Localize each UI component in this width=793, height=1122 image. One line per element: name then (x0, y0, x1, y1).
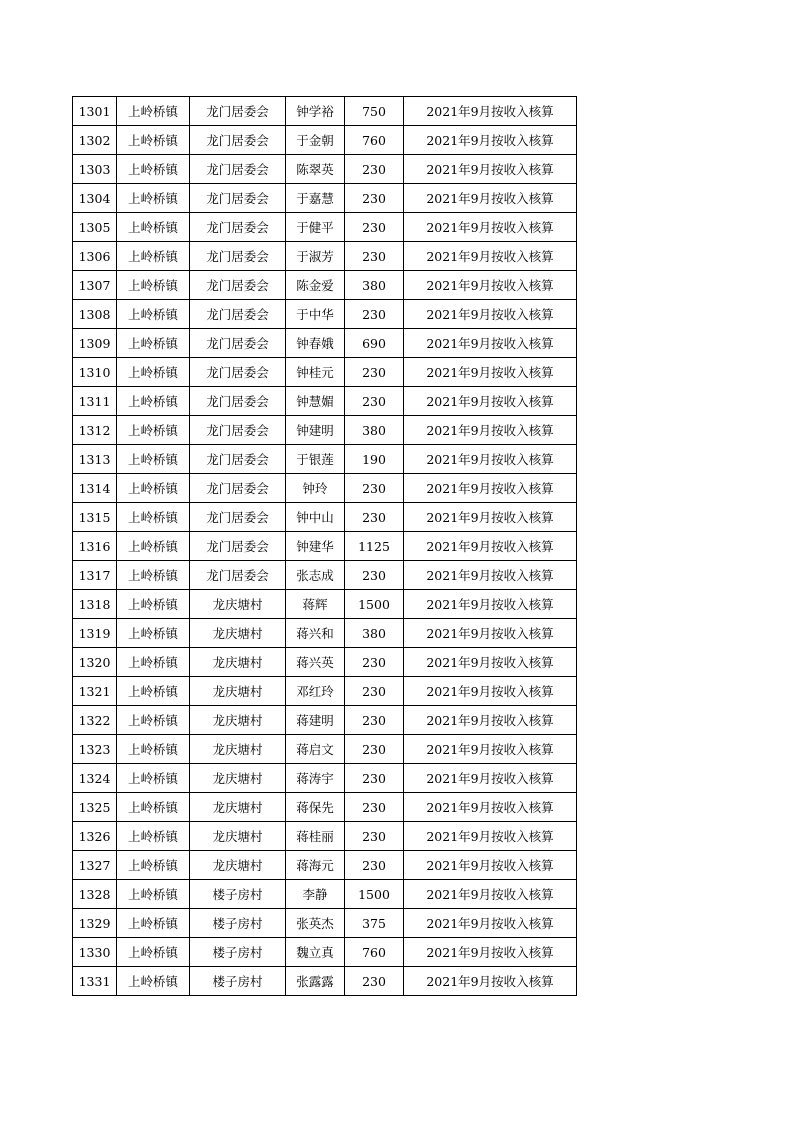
town-cell: 上岭桥镇 (117, 677, 190, 706)
amount-cell: 230 (345, 474, 404, 503)
note-cell: 2021年9月按收入核算 (404, 967, 577, 996)
note-cell: 2021年9月按收入核算 (404, 97, 577, 126)
note-cell: 2021年9月按收入核算 (404, 445, 577, 474)
village-cell: 龙门居委会 (190, 532, 286, 561)
village-cell: 龙门居委会 (190, 503, 286, 532)
town-cell: 上岭桥镇 (117, 706, 190, 735)
person-name-cell: 钟建华 (286, 532, 345, 561)
person-name-cell: 蒋海元 (286, 851, 345, 880)
village-cell: 龙门居委会 (190, 474, 286, 503)
table-row (73, 503, 577, 532)
row-number-cell: 1306 (73, 242, 117, 271)
note-cell: 2021年9月按收入核算 (404, 474, 577, 503)
town-cell: 上岭桥镇 (117, 532, 190, 561)
amount-cell: 230 (345, 242, 404, 271)
village-cell: 龙门居委会 (190, 126, 286, 155)
person-name-cell: 钟玲 (286, 474, 345, 503)
row-number-cell: 1330 (73, 938, 117, 967)
town-cell: 上岭桥镇 (117, 300, 190, 329)
person-name-cell: 邓红玲 (286, 677, 345, 706)
row-number-cell: 1317 (73, 561, 117, 590)
note-cell: 2021年9月按收入核算 (404, 822, 577, 851)
row-number-cell: 1301 (73, 97, 117, 126)
table-row (73, 300, 577, 329)
row-number-cell: 1322 (73, 706, 117, 735)
amount-cell: 230 (345, 155, 404, 184)
table-row (73, 358, 577, 387)
town-cell: 上岭桥镇 (117, 735, 190, 764)
row-number-cell: 1309 (73, 329, 117, 358)
row-number-cell: 1311 (73, 387, 117, 416)
table-row (73, 242, 577, 271)
amount-cell: 750 (345, 97, 404, 126)
row-number-cell: 1323 (73, 735, 117, 764)
table-row (73, 213, 577, 242)
village-cell: 龙门居委会 (190, 271, 286, 300)
row-number-cell: 1328 (73, 880, 117, 909)
town-cell: 上岭桥镇 (117, 126, 190, 155)
note-cell: 2021年9月按收入核算 (404, 851, 577, 880)
person-name-cell: 陈翠英 (286, 155, 345, 184)
amount-cell: 230 (345, 677, 404, 706)
row-number-cell: 1320 (73, 648, 117, 677)
person-name-cell: 李静 (286, 880, 345, 909)
person-name-cell: 钟建明 (286, 416, 345, 445)
town-cell: 上岭桥镇 (117, 503, 190, 532)
village-cell: 龙门居委会 (190, 387, 286, 416)
table-row (73, 474, 577, 503)
town-cell: 上岭桥镇 (117, 851, 190, 880)
row-number-cell: 1318 (73, 590, 117, 619)
town-cell: 上岭桥镇 (117, 822, 190, 851)
table-row (73, 155, 577, 184)
town-cell: 上岭桥镇 (117, 474, 190, 503)
table-row (73, 909, 577, 938)
table-row (73, 271, 577, 300)
village-cell: 龙门居委会 (190, 213, 286, 242)
row-number-cell: 1303 (73, 155, 117, 184)
table-row (73, 706, 577, 735)
person-name-cell: 钟桂元 (286, 358, 345, 387)
note-cell: 2021年9月按收入核算 (404, 677, 577, 706)
table-body (73, 97, 577, 996)
village-cell: 龙庆塘村 (190, 619, 286, 648)
amount-cell: 380 (345, 416, 404, 445)
village-cell: 楼子房村 (190, 938, 286, 967)
row-number-cell: 1321 (73, 677, 117, 706)
note-cell: 2021年9月按收入核算 (404, 909, 577, 938)
town-cell: 上岭桥镇 (117, 184, 190, 213)
village-cell: 龙庆塘村 (190, 793, 286, 822)
person-name-cell: 钟学裕 (286, 97, 345, 126)
village-cell: 龙庆塘村 (190, 764, 286, 793)
town-cell: 上岭桥镇 (117, 909, 190, 938)
note-cell: 2021年9月按收入核算 (404, 387, 577, 416)
village-cell: 龙庆塘村 (190, 735, 286, 764)
person-name-cell: 于淑芳 (286, 242, 345, 271)
person-name-cell: 蒋建明 (286, 706, 345, 735)
note-cell: 2021年9月按收入核算 (404, 242, 577, 271)
amount-cell: 230 (345, 213, 404, 242)
note-cell: 2021年9月按收入核算 (404, 793, 577, 822)
table-row (73, 793, 577, 822)
row-number-cell: 1305 (73, 213, 117, 242)
village-cell: 龙庆塘村 (190, 706, 286, 735)
table-row (73, 590, 577, 619)
village-cell: 龙门居委会 (190, 242, 286, 271)
table-row (73, 967, 577, 996)
person-name-cell: 蒋辉 (286, 590, 345, 619)
note-cell: 2021年9月按收入核算 (404, 532, 577, 561)
table-row (73, 735, 577, 764)
table-row (73, 416, 577, 445)
table-row (73, 880, 577, 909)
row-number-cell: 1313 (73, 445, 117, 474)
person-name-cell: 蒋兴和 (286, 619, 345, 648)
village-cell: 龙门居委会 (190, 416, 286, 445)
amount-cell: 190 (345, 445, 404, 474)
note-cell: 2021年9月按收入核算 (404, 155, 577, 184)
village-cell: 龙门居委会 (190, 445, 286, 474)
row-number-cell: 1312 (73, 416, 117, 445)
town-cell: 上岭桥镇 (117, 329, 190, 358)
amount-cell: 230 (345, 793, 404, 822)
amount-cell: 230 (345, 764, 404, 793)
amount-cell: 1125 (345, 532, 404, 561)
person-name-cell: 蒋兴英 (286, 648, 345, 677)
town-cell: 上岭桥镇 (117, 155, 190, 184)
note-cell: 2021年9月按收入核算 (404, 126, 577, 155)
person-name-cell: 于银莲 (286, 445, 345, 474)
village-cell: 龙门居委会 (190, 184, 286, 213)
table-row (73, 851, 577, 880)
amount-cell: 380 (345, 271, 404, 300)
amount-cell: 230 (345, 184, 404, 213)
amount-cell: 760 (345, 126, 404, 155)
town-cell: 上岭桥镇 (117, 387, 190, 416)
row-number-cell: 1307 (73, 271, 117, 300)
person-name-cell: 钟春娥 (286, 329, 345, 358)
town-cell: 上岭桥镇 (117, 97, 190, 126)
row-number-cell: 1326 (73, 822, 117, 851)
amount-cell: 380 (345, 619, 404, 648)
person-name-cell: 魏立真 (286, 938, 345, 967)
village-cell: 龙庆塘村 (190, 851, 286, 880)
table-row (73, 619, 577, 648)
amount-cell: 230 (345, 561, 404, 590)
town-cell: 上岭桥镇 (117, 445, 190, 474)
data-table (72, 96, 577, 996)
row-number-cell: 1324 (73, 764, 117, 793)
village-cell: 龙庆塘村 (190, 590, 286, 619)
village-cell: 龙门居委会 (190, 300, 286, 329)
note-cell: 2021年9月按收入核算 (404, 184, 577, 213)
row-number-cell: 1319 (73, 619, 117, 648)
row-number-cell: 1331 (73, 967, 117, 996)
village-cell: 龙庆塘村 (190, 677, 286, 706)
table-row (73, 822, 577, 851)
person-name-cell: 于金朝 (286, 126, 345, 155)
amount-cell: 230 (345, 300, 404, 329)
amount-cell: 760 (345, 938, 404, 967)
amount-cell: 1500 (345, 590, 404, 619)
note-cell: 2021年9月按收入核算 (404, 271, 577, 300)
person-name-cell: 于中华 (286, 300, 345, 329)
person-name-cell: 于嘉慧 (286, 184, 345, 213)
village-cell: 楼子房村 (190, 909, 286, 938)
row-number-cell: 1310 (73, 358, 117, 387)
town-cell: 上岭桥镇 (117, 242, 190, 271)
amount-cell: 690 (345, 329, 404, 358)
note-cell: 2021年9月按收入核算 (404, 329, 577, 358)
person-name-cell: 张露露 (286, 967, 345, 996)
table-row (73, 387, 577, 416)
note-cell: 2021年9月按收入核算 (404, 880, 577, 909)
village-cell: 龙门居委会 (190, 329, 286, 358)
row-number-cell: 1327 (73, 851, 117, 880)
person-name-cell: 蒋桂丽 (286, 822, 345, 851)
town-cell: 上岭桥镇 (117, 793, 190, 822)
row-number-cell: 1325 (73, 793, 117, 822)
amount-cell: 1500 (345, 880, 404, 909)
note-cell: 2021年9月按收入核算 (404, 619, 577, 648)
person-name-cell: 蒋保先 (286, 793, 345, 822)
note-cell: 2021年9月按收入核算 (404, 416, 577, 445)
town-cell: 上岭桥镇 (117, 967, 190, 996)
note-cell: 2021年9月按收入核算 (404, 735, 577, 764)
person-name-cell: 张英杰 (286, 909, 345, 938)
note-cell: 2021年9月按收入核算 (404, 764, 577, 793)
table-row (73, 764, 577, 793)
amount-cell: 230 (345, 387, 404, 416)
amount-cell: 230 (345, 967, 404, 996)
town-cell: 上岭桥镇 (117, 764, 190, 793)
row-number-cell: 1314 (73, 474, 117, 503)
row-number-cell: 1302 (73, 126, 117, 155)
town-cell: 上岭桥镇 (117, 213, 190, 242)
row-number-cell: 1304 (73, 184, 117, 213)
table-row (73, 938, 577, 967)
town-cell: 上岭桥镇 (117, 358, 190, 387)
person-name-cell: 蒋启文 (286, 735, 345, 764)
note-cell: 2021年9月按收入核算 (404, 561, 577, 590)
person-name-cell: 钟中山 (286, 503, 345, 532)
note-cell: 2021年9月按收入核算 (404, 300, 577, 329)
amount-cell: 230 (345, 358, 404, 387)
amount-cell: 230 (345, 851, 404, 880)
town-cell: 上岭桥镇 (117, 416, 190, 445)
row-number-cell: 1329 (73, 909, 117, 938)
village-cell: 龙门居委会 (190, 358, 286, 387)
village-cell: 楼子房村 (190, 880, 286, 909)
table-row (73, 184, 577, 213)
village-cell: 龙庆塘村 (190, 648, 286, 677)
town-cell: 上岭桥镇 (117, 561, 190, 590)
table-row (73, 329, 577, 358)
table-row (73, 445, 577, 474)
town-cell: 上岭桥镇 (117, 619, 190, 648)
person-name-cell: 钟慧媚 (286, 387, 345, 416)
table-row (73, 648, 577, 677)
note-cell: 2021年9月按收入核算 (404, 358, 577, 387)
town-cell: 上岭桥镇 (117, 648, 190, 677)
table-row (73, 97, 577, 126)
person-name-cell: 于健平 (286, 213, 345, 242)
table-row (73, 677, 577, 706)
village-cell: 楼子房村 (190, 967, 286, 996)
note-cell: 2021年9月按收入核算 (404, 938, 577, 967)
village-cell: 龙门居委会 (190, 155, 286, 184)
town-cell: 上岭桥镇 (117, 880, 190, 909)
town-cell: 上岭桥镇 (117, 590, 190, 619)
note-cell: 2021年9月按收入核算 (404, 590, 577, 619)
table-row (73, 532, 577, 561)
amount-cell: 230 (345, 706, 404, 735)
table-row (73, 126, 577, 155)
row-number-cell: 1316 (73, 532, 117, 561)
person-name-cell: 陈金爱 (286, 271, 345, 300)
row-number-cell: 1308 (73, 300, 117, 329)
amount-cell: 230 (345, 735, 404, 764)
amount-cell: 230 (345, 822, 404, 851)
note-cell: 2021年9月按收入核算 (404, 503, 577, 532)
amount-cell: 230 (345, 503, 404, 532)
person-name-cell: 蒋涛宇 (286, 764, 345, 793)
village-cell: 龙门居委会 (190, 561, 286, 590)
note-cell: 2021年9月按收入核算 (404, 648, 577, 677)
town-cell: 上岭桥镇 (117, 271, 190, 300)
note-cell: 2021年9月按收入核算 (404, 706, 577, 735)
note-cell: 2021年9月按收入核算 (404, 213, 577, 242)
amount-cell: 230 (345, 648, 404, 677)
person-name-cell: 张志成 (286, 561, 345, 590)
town-cell: 上岭桥镇 (117, 938, 190, 967)
row-number-cell: 1315 (73, 503, 117, 532)
village-cell: 龙庆塘村 (190, 822, 286, 851)
table-row (73, 561, 577, 590)
village-cell: 龙门居委会 (190, 97, 286, 126)
amount-cell: 375 (345, 909, 404, 938)
